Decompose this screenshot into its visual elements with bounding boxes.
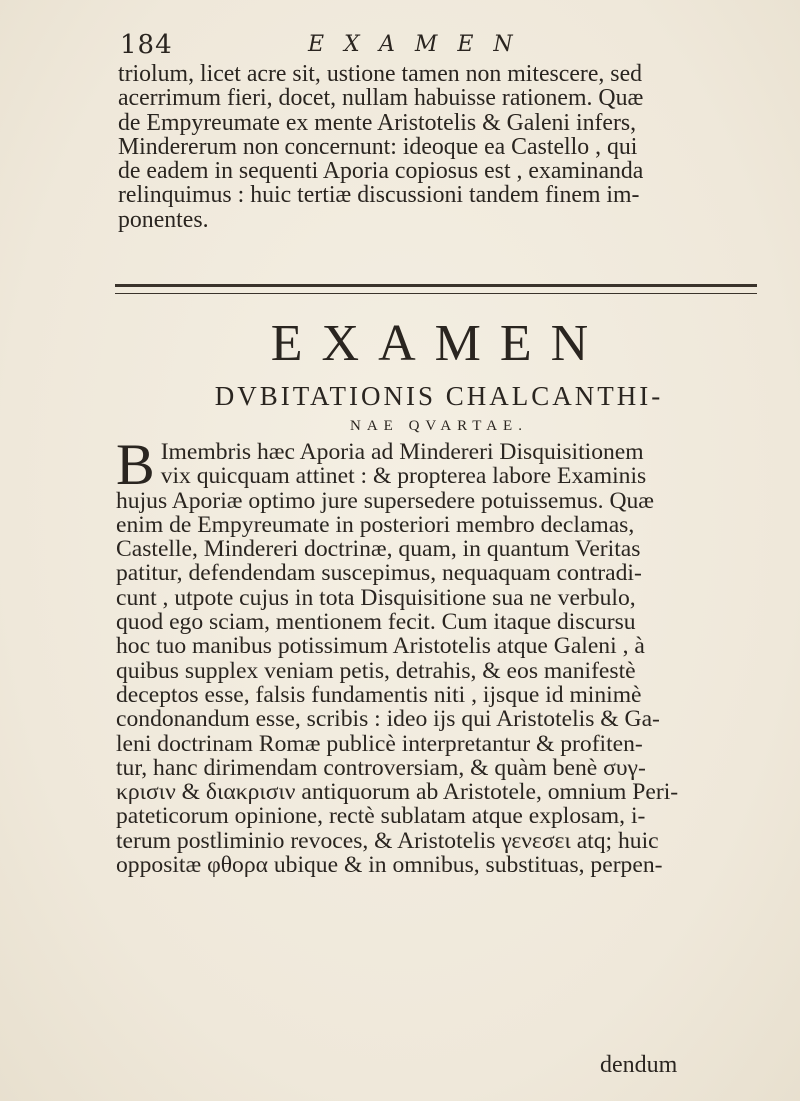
text-line: leni doctrinam Romæ publicè interpretantur & profiten- [116, 730, 643, 757]
text-line: oppositæ φθορα ubique & in omnibus, substituas, perpen- [116, 852, 663, 879]
text-line: quibus supplex veniam petis, detrahis, & eos manifestè [116, 657, 636, 684]
text-line: quod ego sciam, mentionem fecit. Cum itaque discursu [116, 609, 636, 636]
text-line: hujus Aporiæ optimo jure supersedere potuissemus. Quæ [116, 487, 655, 514]
text-line: deceptos esse, falsis fundamentis niti , ijsque id minimè [116, 681, 642, 708]
running-title: EXAMEN [308, 32, 533, 57]
continued-paragraph [118, 62, 738, 232]
text-line: relinquimus : huic tertiæ discussioni tandem finem im- [118, 182, 640, 209]
text-line: Castelle, Mindereri doctrinæ, quam, in quantum Veritas [116, 536, 641, 563]
text-line: Mindererum non concernunt: ideoque ea Castello , qui [118, 133, 638, 160]
text-line: de Empyreumate ex mente Aristotelis & Galeni infers, [118, 109, 637, 136]
text-line: hoc tuo manibus potissimum Aristotelis atque Galeni , à [116, 633, 645, 660]
section-subtitle: DVBITATIONIS CHALCANTHI- [214, 381, 664, 411]
text-line: vix quicquam attinet : & propterea labore Examinis [160, 463, 647, 490]
text-line: triolum, licet acre sit, ustione tamen non mitescere, sed [118, 61, 643, 87]
text-line: κρισιν & διακρισιν antiquorum ab Aristotele, omnium Peri- [116, 779, 679, 806]
section-divider-rule [115, 284, 757, 294]
text-line: patitur, defendendam suscepimus, nequaquam contradi- [116, 560, 642, 587]
text-line: Imembris hæc Aporia ad Mindereri Disquisitionem [160, 439, 644, 465]
text-line: tur, hanc dirimendam controversiam, & quàm benè συγ- [116, 754, 646, 781]
catchword: dendum [600, 1052, 678, 1078]
text-line: enim de Empyreumate in posteriori membro declamas, [116, 511, 635, 538]
page-number: 184 [120, 30, 173, 60]
text-line: condonandum esse, scribis : ideo ijs qui Aristotelis & Ga- [116, 706, 660, 733]
drop-cap: B [116, 432, 155, 497]
page-header [120, 26, 680, 66]
text-line: pateticorum opinione, rectè sublatam atque explosam, i- [116, 803, 646, 830]
section-title: EXAMEN [270, 315, 608, 372]
text-line: acerrimum fieri, docet, nullam habuisse rationem. Quæ [118, 85, 644, 112]
text-line: cunt , utpote cujus in tota Disquisitione sua ne verbulo, [116, 584, 636, 611]
section-subtitle-continuation: NAE QVARTAE. [350, 418, 528, 434]
text-line: de eadem in sequenti Aporia copiosus est , examinanda [118, 158, 644, 185]
section-body [116, 432, 756, 879]
text-line: terum postliminio revoces, & Aristotelis γενεσει atq; huic [116, 827, 659, 854]
text-line: ponentes. [118, 206, 209, 233]
